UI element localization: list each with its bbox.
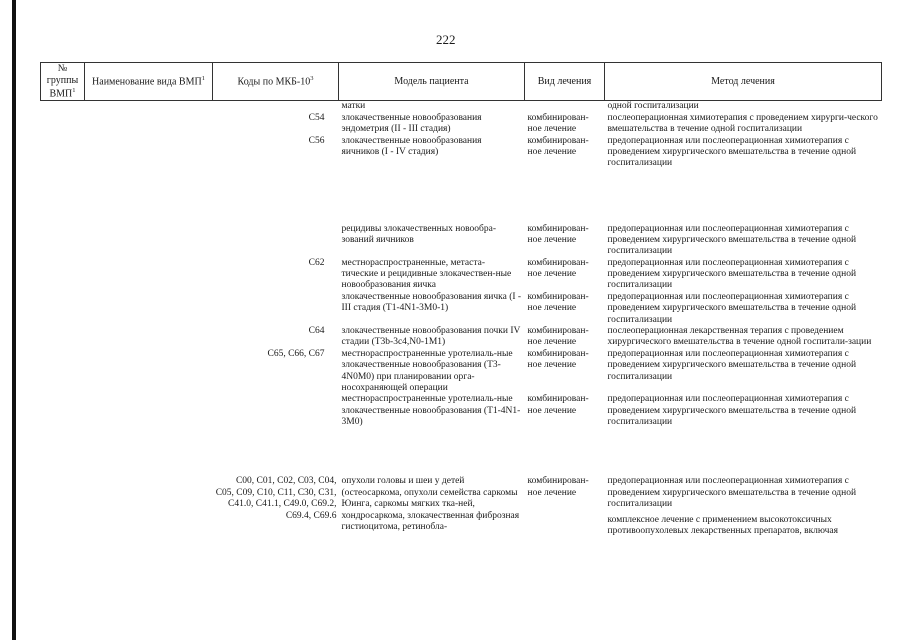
treatment-type: комбинирован-ное лечение xyxy=(527,326,589,348)
col-vmp-name: Наименование вида ВМП$^1$ xyxy=(85,63,213,101)
patient-model: злокачественные новообразования яичка (I - III стадия (T1-4N1-3M0-1) xyxy=(341,291,522,314)
icd-code xyxy=(213,101,339,113)
patient-model: местнораспространенные, метаста-тические и рецидивные злокачествен-ные новообразования яичка xyxy=(341,257,512,291)
treatment-method: предоперационная или послеоперационная химиотерапия с проведением хирургического вмешательства в течение одной госпитализации xyxy=(607,348,857,382)
patient-model: злокачественные новообразования яичников (I - IV стадия) xyxy=(341,135,482,157)
table-row xyxy=(41,292,882,326)
table-row xyxy=(41,258,882,292)
table-row xyxy=(41,113,882,136)
patient-model: опухоли головы и шеи у детей (остеосаркома, опухоли семейства саркомы Юинга, саркомы мягких тка-ней, хондросаркома, злокачественная фиброзная гистиоцитома, ретинобла- xyxy=(341,476,520,532)
icd-code: C56 xyxy=(308,135,325,146)
col-group-number: № группы ВМП$^1$ xyxy=(41,63,85,101)
icd-code: C64 xyxy=(308,326,325,337)
treatment-method-group xyxy=(605,476,882,537)
col-treatment-method: Метод лечения xyxy=(605,63,882,101)
treatment-type: комбинирован-ное лечение xyxy=(527,348,589,371)
patient-model: рецидивы злокачественных новообра-зований яичников xyxy=(341,223,496,245)
col-patient-model: Модель пациента xyxy=(339,63,525,101)
col-treatment-type: Вид лечения xyxy=(525,63,605,101)
icd-code xyxy=(213,292,339,326)
treatment-method: послеоперационная лекарственная терапия с проведением хирургического вмешательства в течение одной госпитали-зации xyxy=(607,326,872,348)
treatment-type: комбинирован-ное лечение xyxy=(527,135,589,157)
table-row xyxy=(41,136,882,224)
treatment-method: предоперационная или послеоперационная химиотерапия с проведением хирургического вмешательства в течение одной госпитализации xyxy=(607,394,857,428)
table-row xyxy=(41,349,882,395)
treatment-type xyxy=(525,101,605,113)
treatment-type: комбинирован-ное лечение xyxy=(527,223,589,245)
treatment-method: предоперационная или послеоперационная химиотерапия с проведением хирургического вмешательства в течение одной госпитализации xyxy=(607,291,857,325)
icd-code: C00, C01, C02, C03, C04, C05, C09, C10, C11, C30, C31, C41.0, C41.1, C49.0, C69.2, C69.4, C69.6 xyxy=(215,476,337,521)
table-row xyxy=(41,326,882,349)
table-row xyxy=(41,476,882,537)
treatment-table xyxy=(40,62,882,537)
treatment-method: предоперационная или послеоперационная химиотерапия с проведением хирургического вмешательства в течение одной госпитализации xyxy=(607,476,857,510)
treatment-method: предоперационная или послеоперационная химиотерапия с проведением хирургического вмешательства в течение одной госпитализации xyxy=(607,223,857,257)
table-row xyxy=(41,101,882,113)
treatment-method: одной госпитализации xyxy=(607,101,699,112)
treatment-method: предоперационная или послеоперационная химиотерапия с проведением хирургического вмешательства в течение одной госпитализации xyxy=(607,257,857,291)
page-number: 222 xyxy=(436,32,456,47)
treatment-type: комбинирован-ное лечение xyxy=(527,257,589,280)
table-row xyxy=(41,224,882,258)
table-header-row xyxy=(41,63,882,101)
treatment-type: комбинирован-ное лечение xyxy=(527,112,589,135)
icd-code xyxy=(213,224,339,258)
icd-code: C54 xyxy=(308,112,325,123)
treatment-type: комбинирован-ное лечение xyxy=(527,394,589,416)
icd-code xyxy=(213,394,339,476)
treatment-type: комбинирован-ное лечение xyxy=(527,476,589,498)
col-icd-codes: Коды по МКБ-$10^3$ xyxy=(213,63,339,101)
treatment-method: послеоперационная химиотерапия с проведением хирурги-ческого вмешательства в течение одной госпитализации xyxy=(607,112,878,135)
treatment-method: комплексное лечение с применением высокотоксичных противоопухолевых лекарственных препаратов, включая xyxy=(607,514,839,536)
scan-edge xyxy=(12,0,16,640)
patient-model: матки xyxy=(341,101,366,112)
icd-code: C62 xyxy=(308,257,325,268)
table-row xyxy=(41,394,882,476)
patient-model: злокачественные новообразования эндометрия (II - III стадия) xyxy=(341,112,482,135)
treatment-type: комбинирован-ное лечение xyxy=(527,291,589,314)
patient-model: злокачественные новообразования почки IV стадии (T3b-3c4,N0-1M1) xyxy=(341,326,521,348)
patient-model: местнораспространенные уротелиаль-ные злокачественные новообразования (T3-4N0M0) при планировании орга-носохраняющей операции xyxy=(341,348,513,393)
treatment-method: предоперационная или послеоперационная химиотерапия с проведением хирургического вмешательства в течение одной госпитализации xyxy=(607,135,857,169)
icd-code: C65, C66, C67 xyxy=(267,348,325,359)
patient-model: местнораспространенные уротелиаль-ные злокачественные новообразования (T1-4N1-3M0) xyxy=(341,394,521,428)
